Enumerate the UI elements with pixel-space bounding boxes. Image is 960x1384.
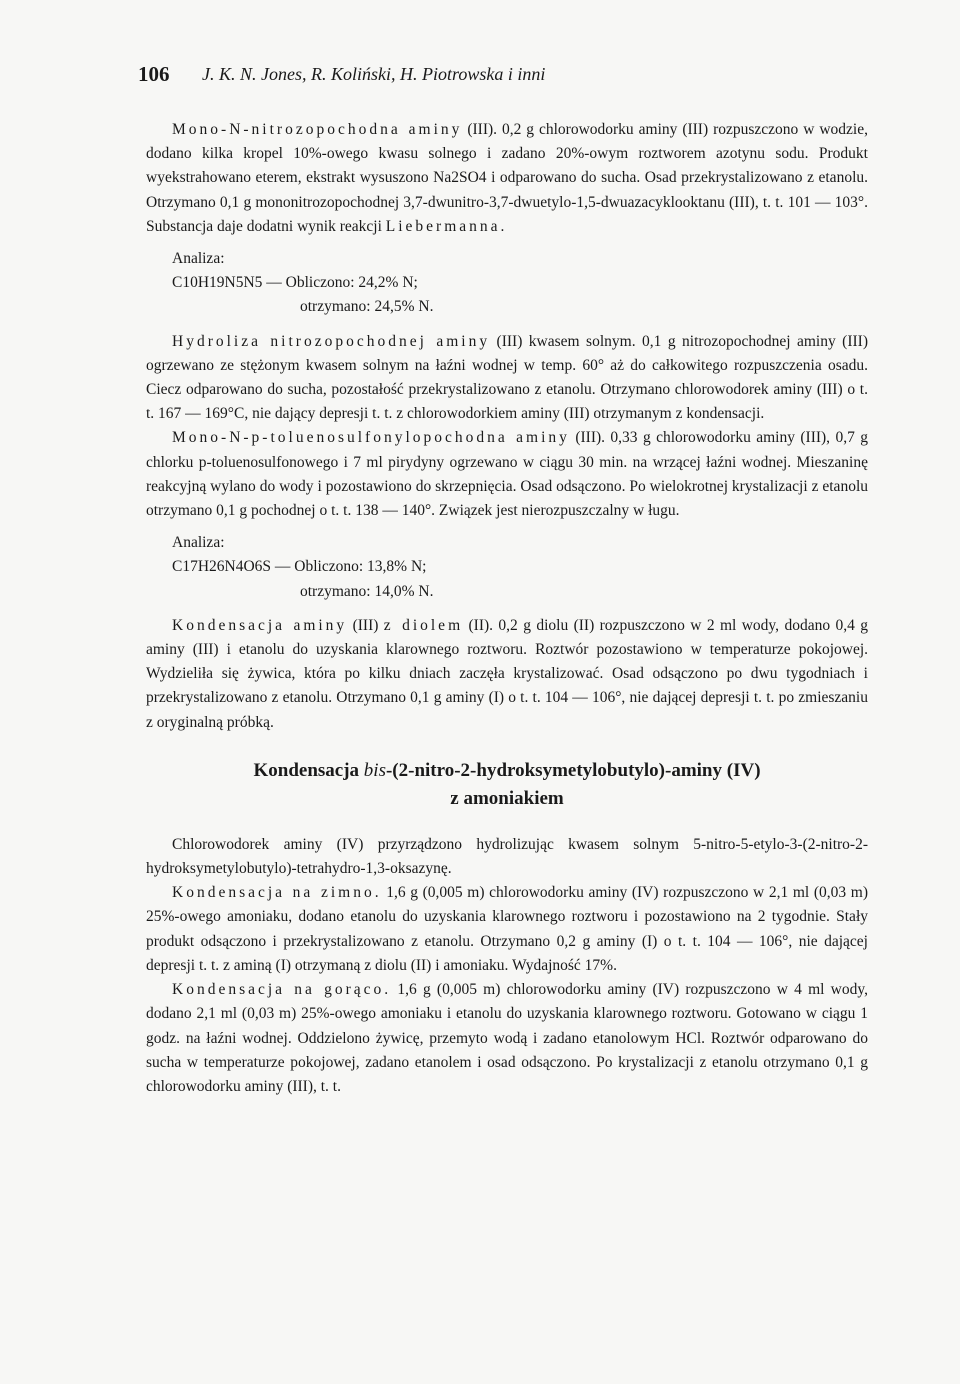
section-title: Mono-N-nitrozopochodna aminy [172,121,463,138]
analysis-calc-row: C17H26N4O6S — Obliczono: 13,8% N; [172,558,427,576]
analysis-label: Analiza: [172,534,225,552]
paragraph-text: 1,6 g (0,005 m) chlorowodorku aminy (IV) rozpuszczono w 4 ml wody, dodano 2,1 ml (0,03 m) 25%-owego amoniaku i etanolu do uzyskania klarownego roztworu. Gotowano w ciągu 1 godz. na łaźni wodnej. Oddzielono żywicę, przemyto wodą i zadano etanolowym HCl. Roztwór odparowano do sucha w temperaturze pokojowej, zadano etanolem i osad odsączono. Po krystalizacji z etanolu otrzymano 0,1 g chlorowodorku aminy (III), t. t. [146,981,868,1095]
section-title-end: (III) kwasem solnym. [490,332,636,350]
heading-post: -(2-nitro-2-hydroksymetylobutylo)-aminy (IV) [385,759,761,781]
paragraph-text: 1,6 g (0,005 m) chlorowodorku aminy (IV) rozpuszczono w 2,1 ml (0,03 m) 25%-owego amoniaku, dodano etanolu do uzyskania klarownego roztworu i pozostawiono na 2 tygodnie. Stały produkt odsączono i przekrystalizowano z etanolu. Otrzymano 0,2 g aminy (I) o t. t. 104 — 106°, nie dającej depresji t. t. z aminą (I) otrzymaną z diolu (II) i amoniaku. Wydajność 17%. [146,884,868,974]
calculated-value: Obliczono: 13,8% N; [294,558,427,576]
found-value: otrzymano: 14,0% N. [300,582,434,600]
section-title: Kondensacja aminy [172,616,348,634]
paragraph-text: 0,1 g nitrozopochodnej aminy (III) ogrzewano ze stężonym kwasem solnym na łaźni wodnej w temp. 60° aż do całkowitego rozpuszczenia osadu. Ciecz odparowano do sucha, pozostałość przekrystalizowano z etanolu. Otrzymano chlorowodorek aminy (III) o t. t. 167 — 169°C, nie dający depresji t. t. z chlorowodorkiem aminy (III) otrzymanym z kondensacji. [146,332,868,423]
paragraph-text: Chlorowodorek aminy (IV) przyrządzono hydrolizując kwasem solnym 5-nitro-5-etylo-3-(2-nitro-2-hydroksymetylobutylo)-tetrahydro-1,3-oksazynę. [146,835,868,878]
paragraph-text: (III). 0,2 g chlorowodorku aminy (III) rozpuszczono w wodzie, dodano kilka kropel 10%-owego kwasu solnego i zadano 20%-owym roztworem azotynu sodu. Produkt wyekstrahowano eterem, ekstrakt wysuszono Na2SO4 i odparowano do sucha. Osad przekrystalizowano z etanolu. Otrzymano 0,1 g mononitrozopochodnej 3,7-dwunitro-3,7-dwuetylo-1,5-dwuazacyklooktanu (III), t. t. 101 — 103°. Substancja daje dodatni wynik reakcji [146,121,868,235]
calculated-value: Obliczono: 24,2% N; [285,274,418,292]
section-title: Kondensacja na gorąco. [172,981,392,999]
heading-line-2: z amoniakiem [450,787,564,809]
paragraph-hot [146,978,868,1099]
heading-pre: Kondensacja [253,759,364,781]
paragraph-text: (II). 0,2 g diolu (II) rozpuszczono w 2 ml wody, dodano 0,4 g aminy (III) i etanolu do uzyskania klarownego roztworu. Roztwór pozostawiono w temperaturze pokojowej. Wydzieliła się żywica, która po kilku dniach zaczęła krystalizować. Osad odsączono po dwu tygodniach i przekrystalizowano z etanolu. Otrzymano 0,1 g aminy (I) o t. t. 104 — 106°, nie dającej depresji t. t. po zmieszaniu z oryginalną próbką. [146,616,868,731]
reaction-name: Liebermanna [385,217,501,235]
paragraph-tosyl [146,426,868,523]
page-header [138,62,868,102]
section-title: Hydroliza nitrozopochodnej aminy [172,332,491,350]
analysis-block-2 [172,531,868,604]
heading-italic: bis [363,759,386,781]
analysis-calc-row: C10H19N5N5 — Obliczono: 24,2% N; [172,274,418,292]
section-title-mid: (III) [347,616,384,634]
section-title: Mono-N-p-toluenosulfonylopochodna aminy [172,429,570,447]
paragraph-condensation-diol [146,614,868,735]
page-body [146,118,868,1099]
section-title-2: z diolem [383,616,464,634]
analysis-block-1 [172,247,868,320]
section-title: Kondensacja na zimno. [172,884,382,902]
formula: C17H26N4O6S [172,558,272,576]
page-number: 106 [138,62,170,86]
section-heading [146,757,868,813]
paragraph-end: . [500,217,505,235]
paragraph-mononitroso [146,118,868,239]
formula: C10H19N5N5 [172,274,263,292]
paragraph-hydrolysis [146,330,868,427]
running-head: J. K. N. Jones, R. Koliński, H. Piotrowska i inni [202,64,546,84]
paragraph-text: (III). 0,33 g chlorowodorku aminy (III), 0,7 g chlorku p-toluenosulfonowego i 7 ml pirydyny ogrzewano w ciągu 30 min. na wrzącej łaźni wodnej. Mieszaninę reakcyjną wylano do wody i pozostawiono do skrzepnięcia. Osad odsączono. Po wielokrotnej krystalizacji z etanolu otrzymano 0,1 g pochodnej o t. t. 138 — 140°. Związek jest nierozpuszczalny w ługu. [146,429,868,520]
found-value: otrzymano: 24,5% N. [300,298,434,316]
paragraph-cold [146,881,868,978]
paragraph-hydrochloride [146,833,868,881]
analysis-label: Analiza: [172,250,225,268]
